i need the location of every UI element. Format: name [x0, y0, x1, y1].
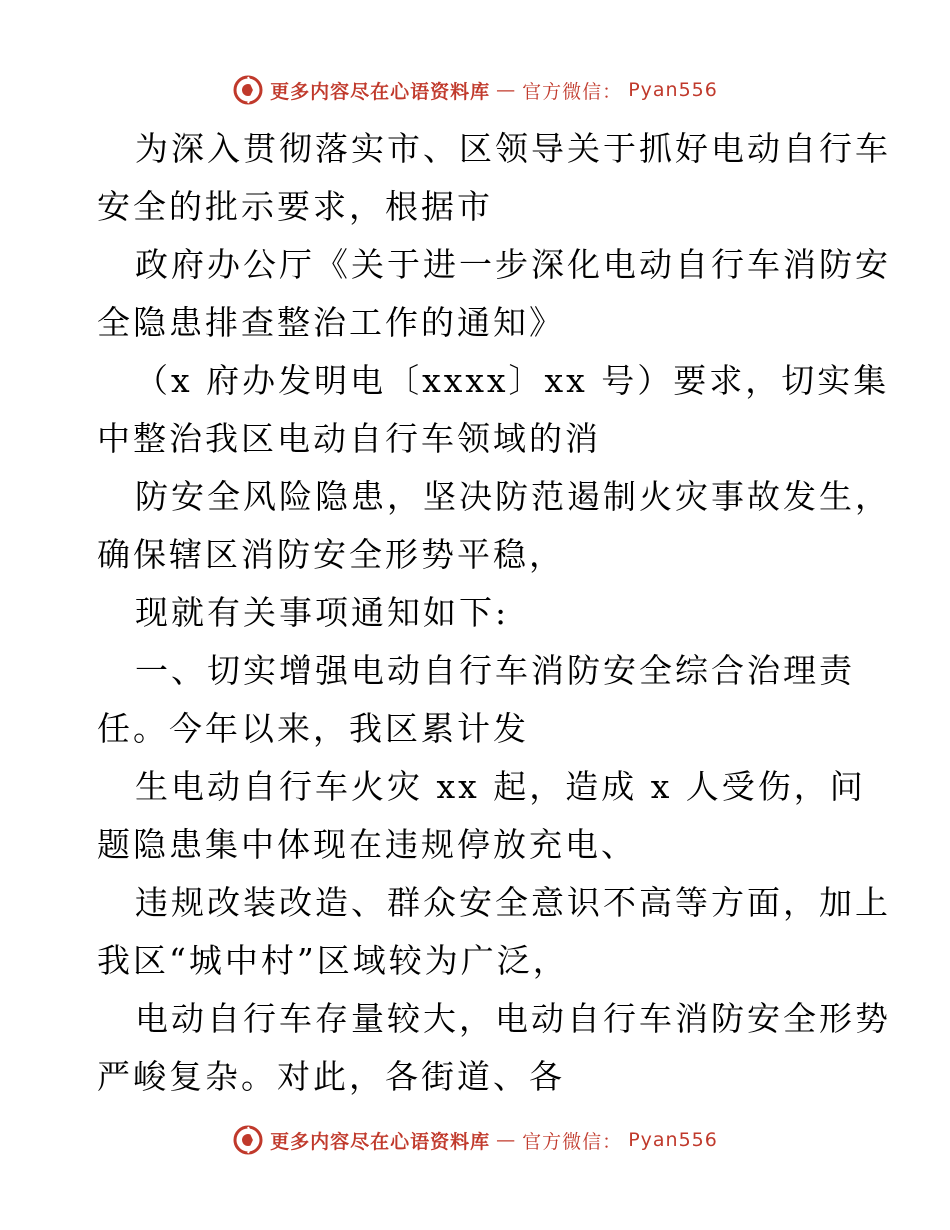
- watermark-site-text: 更多内容尽在心语资料库: [270, 1130, 491, 1153]
- paragraph: 一、切实增强电动自行车消防安全综合治理责 任。今年以来，我区累计发: [97, 651, 855, 748]
- paragraph: 政府办公厅《关于进一步深化电动自行车消防安 全隐患排查整治工作的通知》: [97, 245, 891, 342]
- paragraph: （x 府办发明电〔xxxx〕xx 号）要求，切实集 中整治我区电动自行车领域的消: [97, 361, 890, 458]
- footer-watermark: [0, 1120, 950, 1160]
- paragraph: 违规改装改造、群众安全意识不高等方面，加上 我区“城中村”区域较为广泛，: [97, 883, 891, 980]
- paragraph: 电动自行车存量较大，电动自行车消防安全形势 严峻复杂。对此，各街道、各: [97, 999, 891, 1096]
- header-watermark: [0, 70, 950, 110]
- paragraph: 生电动自行车火灾 xx 起，造成 x 人受伤，问 题隐患集中体现在违规停放充电、: [97, 767, 866, 864]
- paragraph: 为深入贯彻落实市、区领导关于抓好电动自行车 安全的批示要求，根据市: [97, 129, 891, 226]
- watermark-wechat-label: 官方微信：: [522, 80, 623, 103]
- logo-icon: [232, 1124, 264, 1156]
- watermark-wechat-id: Pyan556: [628, 1129, 718, 1151]
- paragraph: 防安全风险隐患，坚决防范遏制火灾事故发生， 确保辖区消防安全形势平稳，: [97, 477, 891, 574]
- document-body: [97, 120, 891, 1106]
- watermark-wechat-id: Pyan556: [628, 79, 718, 101]
- watermark-dash: —: [496, 1129, 517, 1151]
- logo-icon: [232, 74, 264, 106]
- watermark-dash: —: [496, 79, 517, 101]
- watermark-wechat-label: 官方微信：: [522, 1130, 623, 1153]
- watermark-site-text: 更多内容尽在心语资料库: [270, 80, 491, 103]
- paragraph: 现就有关事项通知如下:: [135, 593, 510, 632]
